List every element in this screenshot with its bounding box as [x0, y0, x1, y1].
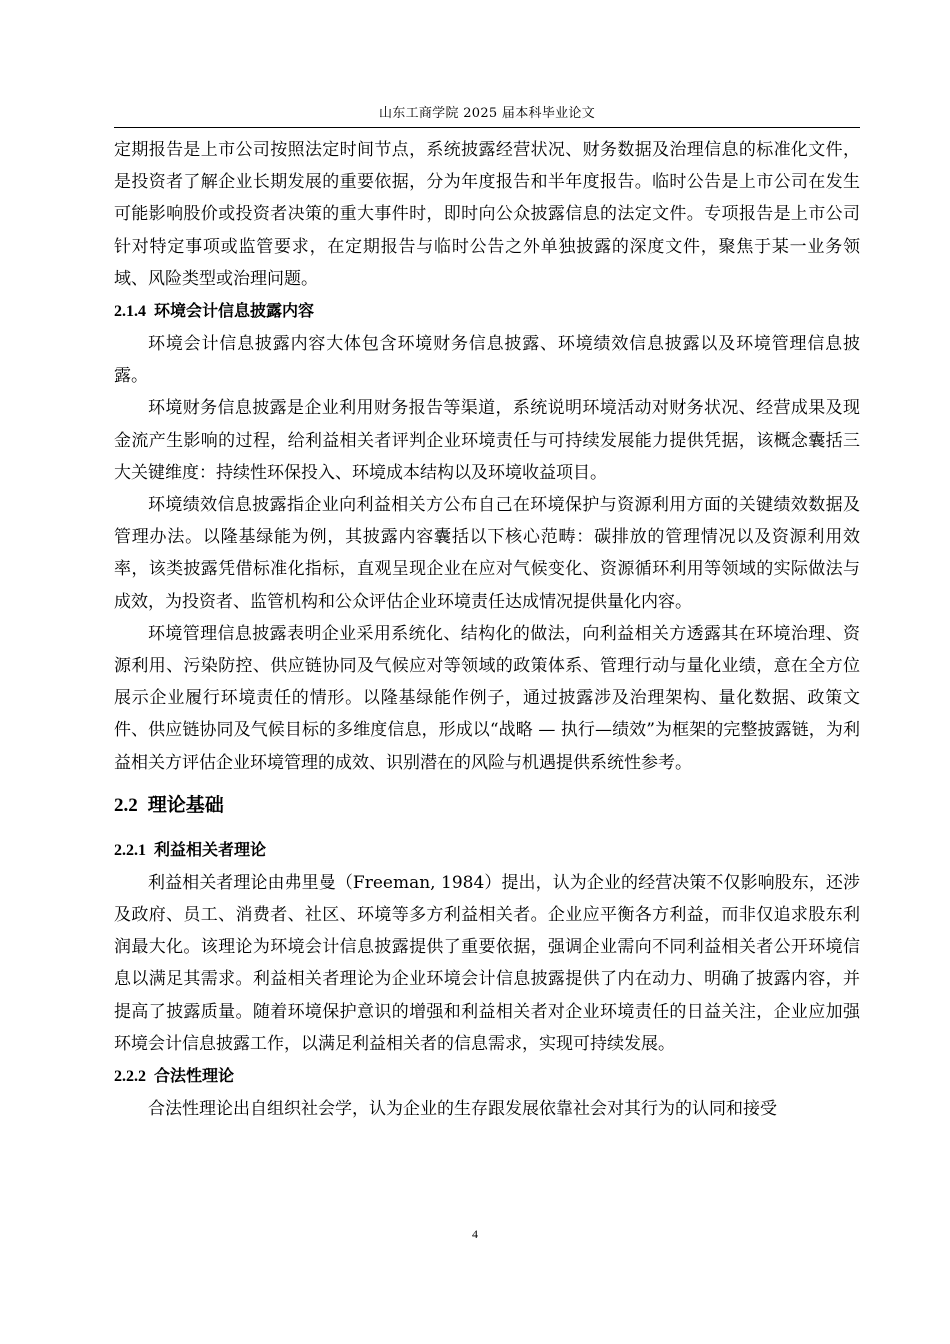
section-heading-2-1-4	[114, 295, 860, 328]
header-rule	[114, 127, 860, 128]
paragraph-performance-disclosure: 环境绩效信息披露指企业向利益相关方公布自己在环境保护与资源利用方面的关键绩效数据及管理办法。以隆基绿能为例，其披露内容囊括以下核心范畴：碳排放的管理情况以及资源利用效率，该类披露凭借标准化指标，直观呈现企业在应对气候变化、资源循环利用等领域的实际做法与成效，为投资者、监管机构和公众评估企业环境责任达成情况提供量化内容。	[114, 495, 860, 612]
section-heading-2-2-1	[114, 834, 860, 867]
section-number: 2.2.1	[114, 841, 146, 859]
section-title: 理论基础	[147, 793, 224, 816]
paragraph-stakeholder-theory: 利益相关者理论由弗里曼（Freeman, 1984）提出，认为企业的经营决策不仅影响股东，还涉及政府、员工、消费者、社区、环境等多方利益相关者。企业应平衡各方利益，而非仅追求股东利润最大化。该理论为环境会计信息披露提供了重要依据，强调企业需向不同利益相关者公开环境信息以满足其需求。利益相关者理论为企业环境会计信息披露提供了内在动力、明确了披露内容，并提高了披露质量。随着环境保护意识的增强和利益相关者对企业环境责任的日益关注，企业应加强环境会计信息披露工作，以满足利益相关者的信息需求，实现可持续发展。	[114, 872, 860, 1054]
section-heading-2-2-2	[114, 1060, 860, 1093]
section-number: 2.2.2	[114, 1068, 146, 1086]
section-heading-2-2	[114, 789, 860, 822]
paragraph-financial-disclosure: 环境财务信息披露是企业利用财务报告等渠道，系统说明环境活动对财务状况、经营成果及现金流产生影响的过程，给利益相关者评判企业环境责任与可持续发展能力提供凭据，该概念囊括三大关键维度：持续性环保投入、环境成本结构以及环境收益项目。	[114, 398, 860, 483]
paragraph-report-types: 定期报告是上市公司按照法定时间节点，系统披露经营状况、财务数据及治理信息的标准化文件，是投资者了解企业长期发展的重要依据，分为年度报告和半年度报告。临时公告是上市公司在发生可能影响股价或投资者决策的重大事件时，即时向公众披露信息的法定文件。专项报告是上市公司针对特定事项或监管要求，在定期报告与临时公告之外单独披露的深度文件，聚焦于某一业务领域、风险类型或治理问题。	[114, 140, 860, 289]
section-title: 利益相关者理论	[154, 839, 267, 859]
paragraph-legitimacy-theory: 合法性理论出自组织社会学，认为企业的生存跟发展依靠社会对其行为的认同和接受	[148, 1099, 777, 1120]
page-number: 4	[472, 1227, 478, 1241]
running-header: 山东工商学院 2025 届本科毕业论文	[378, 106, 596, 121]
section-number: 2.1.4	[114, 303, 146, 321]
paragraph-disclosure-overview: 环境会计信息披露内容大体包含环境财务信息披露、环境绩效信息披露以及环境管理信息披露。	[114, 334, 860, 387]
page-body	[114, 134, 860, 1125]
section-number: 2.2	[114, 794, 138, 816]
section-title: 合法性理论	[154, 1066, 235, 1086]
paragraph-management-disclosure: 环境管理信息披露表明企业采用系统化、结构化的做法，向利益相关方透露其在环境治理、资源利用、污染防控、供应链协同及气候应对等领域的政策体系、管理行动与量化业绩，意在全方位展示企业履行环境责任的情形。以隆基绿能作例子，通过披露涉及治理架构、量化数据、政策文件、供应链协同及气候目标的多维度信息，形成以“战略 — 执行—绩效”为框架的完整披露链，为利益相关方评估企业环境管理的成效、识别潜在的风险与机遇提供系统性参考。	[114, 623, 860, 773]
section-title: 环境会计信息披露内容	[154, 301, 315, 321]
